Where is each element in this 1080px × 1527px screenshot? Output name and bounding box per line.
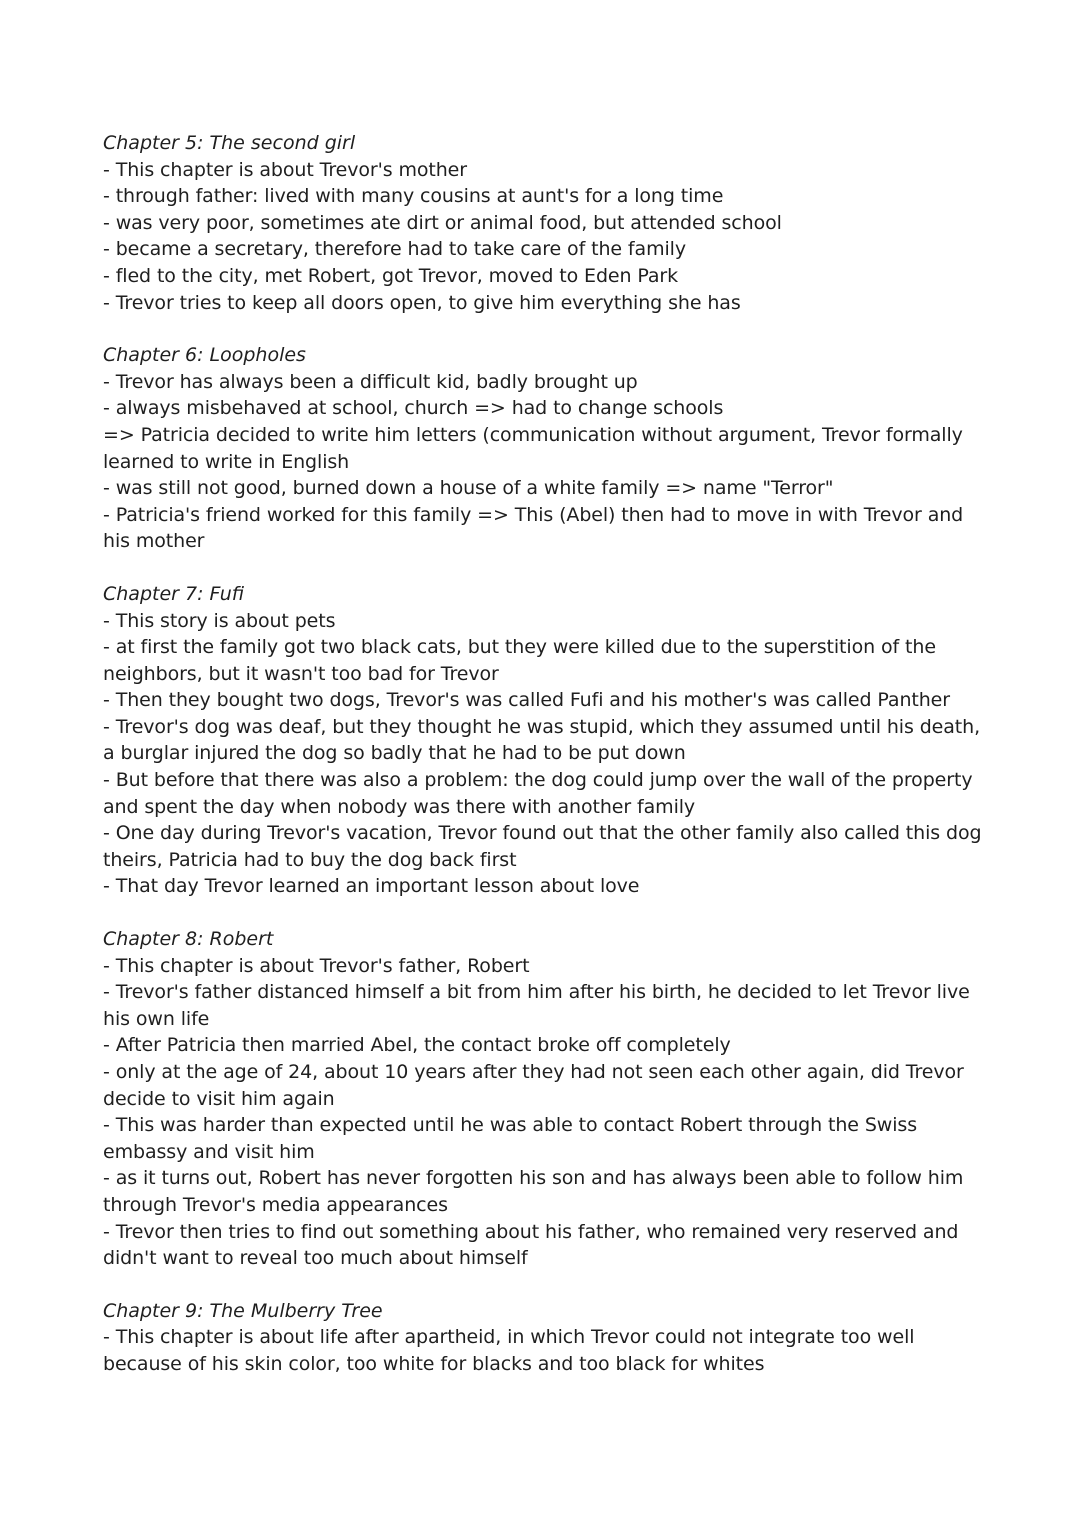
bullet-line: - as it turns out, Robert has never forgotten his son and has always been able to follow him through Trevor's media appearances (103, 1167, 964, 1216)
chapter-5-section (103, 130, 983, 316)
bullet-line: - But before that there was also a problem: the dog could jump over the wall of the property and spent the day when nobody was there with another family (103, 769, 973, 818)
bullet-line: - was still not good, burned down a house of a white family => name "Terror" (103, 477, 834, 500)
bullet-line: - through father: lived with many cousins at aunt's for a long time (103, 185, 724, 208)
chapter-title: Chapter 9: The Mulberry Tree (103, 1299, 383, 1322)
bullet-line: - This chapter is about Trevor's father, Robert (103, 954, 530, 977)
chapter-8-section (103, 926, 983, 1272)
bullet-line: - only at the age of 24, about 10 years after they had not seen each other again, did Trevor decide to visit him again (103, 1061, 964, 1110)
bullet-line: - Trevor then tries to find out something about his father, who remained very reserved and didn't want to reveal too much about himself (103, 1220, 959, 1270)
bullet-line: - at first the family got two black cats, but they were killed due to the superstition of the neighbors, but it wasn't too bad for Trevor (103, 636, 936, 685)
chapter-title: Chapter 8: Robert (103, 928, 274, 951)
bullet-line: - This was harder than expected until he was able to contact Robert through the Swiss embassy and visit him (103, 1114, 918, 1163)
chapter-9-section (103, 1298, 983, 1378)
document-page (103, 130, 983, 1404)
bullet-line: - Patricia's friend worked for this family => This (Abel) then had to move in with Trevor and his mother (103, 503, 964, 553)
bullet-line: - became a secretary, therefore had to take care of the family (103, 238, 686, 261)
chapter-7-section (103, 581, 983, 900)
bullet-line: - Trevor's dog was deaf, but they thought he was stupid, which they assumed until his death, a burglar injured the dog so badly that he had to be put down (103, 715, 981, 765)
bullet-line: - was very poor, sometimes ate dirt or animal food, but attended school (103, 211, 782, 234)
bullet-line: => Patricia decided to write him letters (communication without argument, Trevor formally learned to write in English (103, 423, 963, 473)
bullet-line: - always misbehaved at school, church => had to change schools (103, 397, 724, 420)
bullet-line: - Trevor has always been a difficult kid, badly brought up (103, 370, 638, 393)
bullet-line: - Then they bought two dogs, Trevor's was called Fufi and his mother's was called Panther (103, 689, 950, 712)
bullet-line: - After Patricia then married Abel, the contact broke off completely (103, 1034, 731, 1057)
chapter-title: Chapter 7: Fufi (103, 582, 245, 605)
bullet-line: - This chapter is about life after apartheid, in which Trevor could not integrate too well because of his skin color, too white for blacks and too black for whites (103, 1326, 915, 1375)
chapter-title: Chapter 6: Loopholes (103, 344, 306, 367)
chapter-6-section (103, 342, 983, 555)
bullet-line: - This chapter is about Trevor's mother (103, 158, 467, 181)
bullet-line: - One day during Trevor's vacation, Trevor found out that the other family also called this dog theirs, Patricia had to buy the dog back first (103, 822, 982, 871)
bullet-line: - Trevor's father distanced himself a bit from him after his birth, he decided to let Trevor live his own life (103, 981, 970, 1030)
bullet-line: - Trevor tries to keep all doors open, to give him everything she has (103, 291, 741, 314)
bullet-line: - fled to the city, met Robert, got Trevor, moved to Eden Park (103, 264, 679, 287)
bullet-line: - This story is about pets (103, 609, 336, 632)
chapter-title: Chapter 5: The second girl (103, 132, 356, 154)
bullet-line: - That day Trevor learned an important lesson about love (103, 875, 640, 898)
